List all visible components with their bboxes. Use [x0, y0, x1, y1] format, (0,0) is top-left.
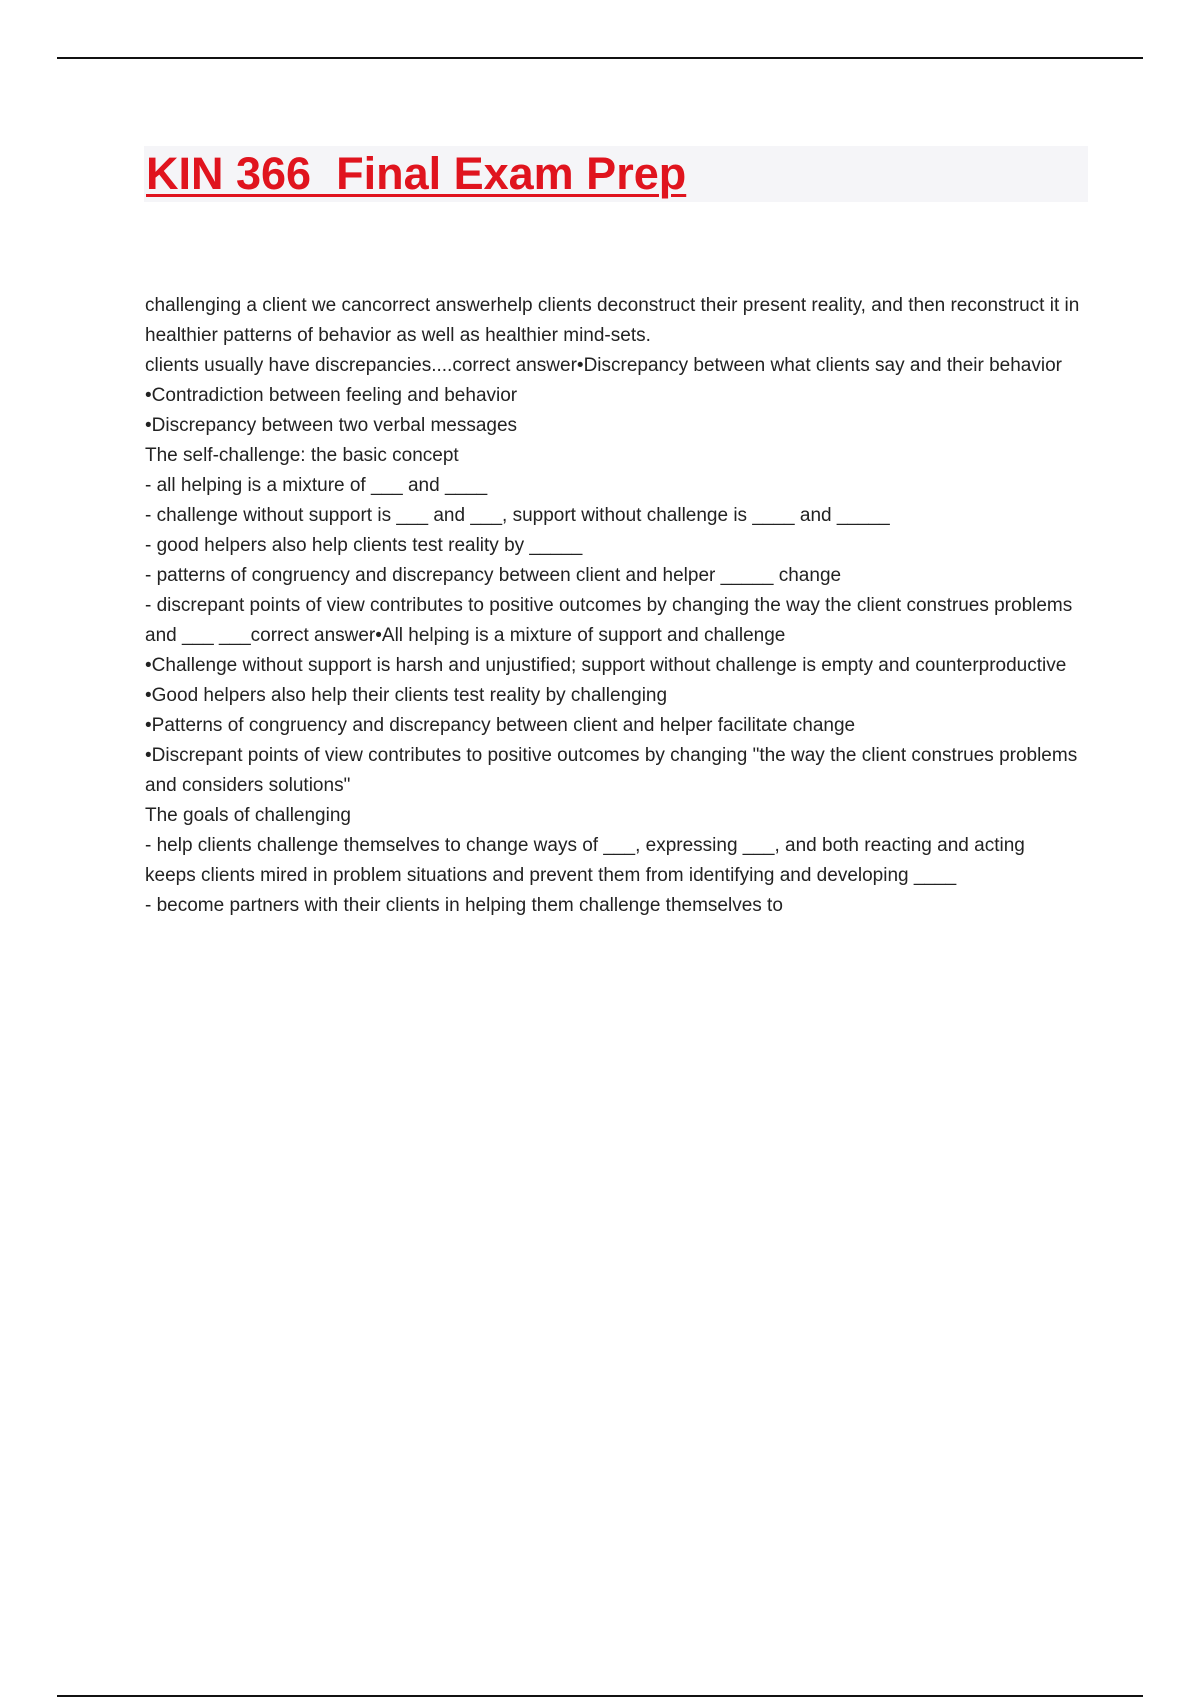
document-title: KIN 366 Final Exam Prep	[146, 148, 687, 199]
paragraph: •Challenge without support is harsh and unjustified; support without challenge is empty and counterproductive	[145, 655, 1067, 676]
paragraph: clients usually have discrepancies....correct answer•Discrepancy between what clients say and their behavior	[145, 355, 1062, 376]
paragraph: - become partners with their clients in helping them challenge themselves to	[145, 895, 783, 916]
paragraph: - challenge without support is ___ and ___, support without challenge is ____ and _____	[145, 505, 890, 526]
paragraph: •Good helpers also help their clients test reality by challenging	[145, 685, 668, 706]
paragraph: •Patterns of congruency and discrepancy between client and helper facilitate change	[145, 715, 856, 736]
paragraph: - patterns of congruency and discrepancy between client and helper _____ change	[145, 565, 842, 586]
paragraph: The goals of challenging	[145, 805, 351, 826]
document-body	[145, 291, 1080, 921]
footer-rule	[57, 1695, 1143, 1697]
paragraph: challenging a client we cancorrect answerhelp clients deconstruct their present reality, and then reconstruct it in healthier patterns of behavior as well as healthier mind-sets.	[145, 295, 1080, 346]
paragraph: The self-challenge: the basic concept	[145, 445, 459, 466]
paragraph: •Discrepant points of view contributes to positive outcomes by changing "the way the client construes problems and considers solutions"	[145, 745, 1078, 796]
paragraph: - good helpers also help clients test reality by _____	[145, 535, 583, 556]
paragraph: - discrepant points of view contributes to positive outcomes by changing the way the client construes problems and ___ ___correct answer•All helping is a mixture of support and challenge	[145, 595, 1073, 646]
header-rule	[57, 57, 1143, 59]
paragraph: - all helping is a mixture of ___ and ____	[145, 475, 488, 496]
paragraph: •Discrepancy between two verbal messages	[145, 415, 518, 436]
paragraph: - help clients challenge themselves to change ways of ___, expressing ___, and both reacting and acting keeps clients mired in problem situations and prevent them from identifying and developing ____	[145, 835, 1025, 886]
paragraph: •Contradiction between feeling and behavior	[145, 385, 518, 406]
